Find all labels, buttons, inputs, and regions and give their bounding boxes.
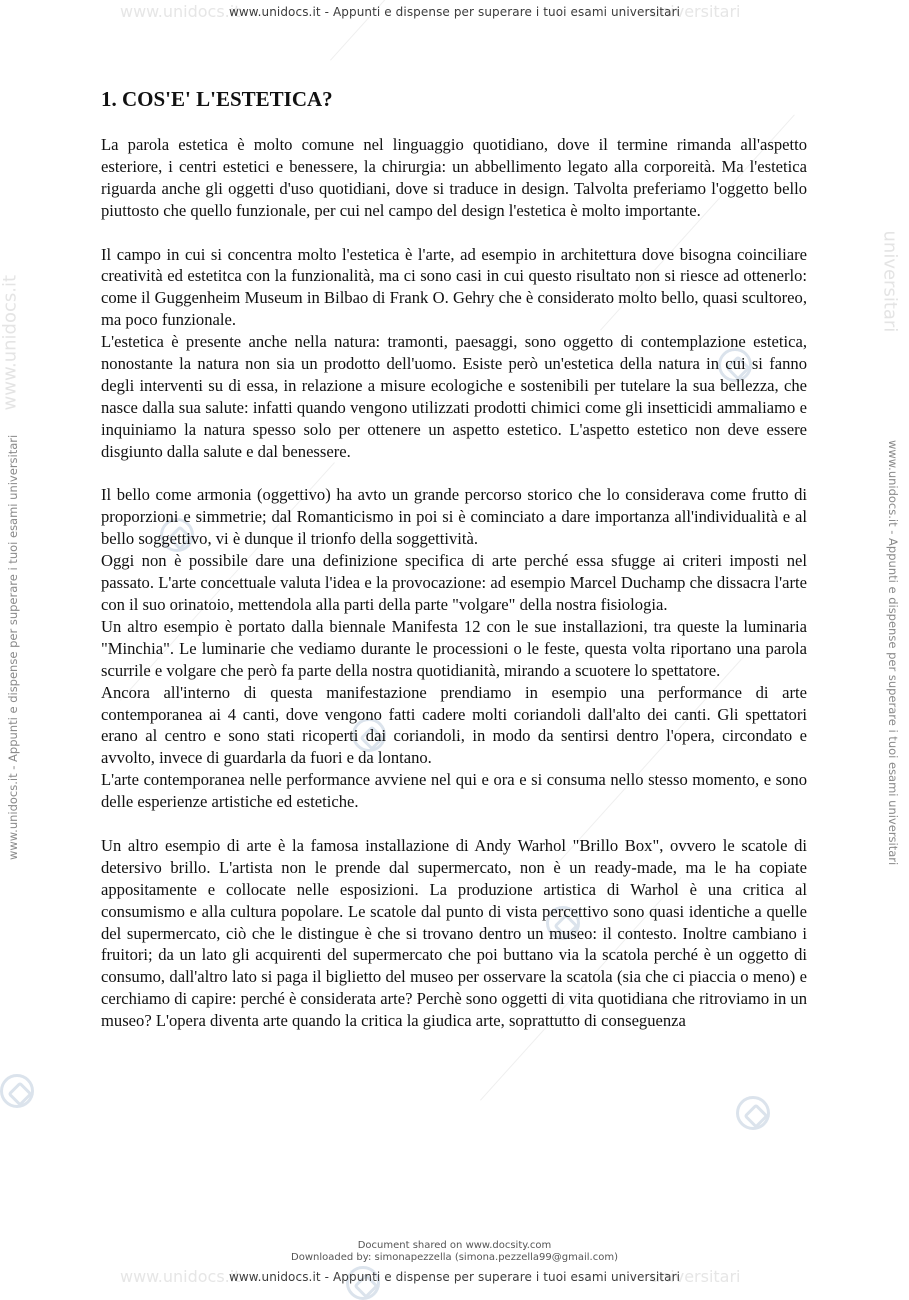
document-page [101, 86, 807, 1032]
paragraph: Il bello come armonia (oggettivo) ha avto un grande percorso storico che lo considerava come frutto di proporzioni e simmetrie; dal Romanticismo in poi si è cominciato a dare importanza all'individualità e al bello soggettivo, vi è dunque il trionfo della soggettività. [101, 485, 807, 549]
paragraph: L'arte contemporanea nelle performance avviene nel qui e ora e si consuma nello stesso momento, e sono delle esperienze artistiche ed estetiche. [101, 770, 807, 812]
watermark-logo-icon [736, 1096, 770, 1130]
paragraph: Un altro esempio di arte è la famosa installazione di Andy Warhol "Brillo Box", ovvero le scatole di detersivo brillo. L'artista non le prende dal supermercato, non è un ready-made, ma le ha copiate appositamente e collocate nelle esposizioni. La produzione artistica di Warhol è una critica al consumismo e alla cultura popolare. Le scatole dal punto di vista percettivo sono quasi identiche a quelle del supermercato, ciò che le distingue è che si trovano dentro un museo: il contesto. Inoltre cambiano i fruitori; da un lato gli acquirenti del supermercato che poi buttano via la scatola perché è un oggetto di consumo, dall'altro lato si paga il biglietto del museo per osservare la scatola (sia che ci piaccia o meno) e cerchiamo di capire: perché è considerata arte? Perchè sono oggetti di vita quotidiana che ritroviamo in un museo? L'opera diventa arte quando la critica la giudica arte, soprattutto di conseguenza [101, 835, 807, 1031]
left-side-watermark-ghost: www.unidocs.it [0, 274, 21, 411]
header-watermark-ghost: www.unidocs.it [120, 2, 241, 21]
document-title: 1. COS'E' L'ESTETICA? [101, 87, 333, 111]
paragraph: Un altro esempio è portato dalla biennale Manifesta 12 con le sue installazioni, tra queste la luminaria "Minchia". Le luminarie che vediamo durante le processioni o le feste, questa volta riportano una parola scurrile e volgare che però fa parte della nostra quotidianità, mirando a scuotere lo spettatore. [101, 616, 807, 680]
paragraph: L'estetica è presente anche nella natura: tramonti, paesaggi, sono oggetto di contemplazione estetica, nonostante la natura non sia un prodotto dell'uomo. Esiste però un'estetica della natura in cui si fanno degli interventi su di essa, in relazione a misure ecologiche e sostenibili per tutelare la sua bellezza, che nasce dalla sua salute: infatti quando vengono utilizzati prodotti chimici come gli insetticidi ammaliamo e inquiniamo la natura spesso solo per ottenere un aspetto estetico. L'aspetto estetico non deve essere disgiunto dalla salute e dal benessere. [101, 332, 807, 461]
footer-watermark-ghost: universitari [650, 1267, 741, 1286]
paragraph: Il campo in cui si concentra molto l'estetica è l'arte, ad esempio in architettura dove bisogna coinciliare creatività ed estetitca con la funzionalità, ma ci sono casi in cui questo risultato non si riesce ad ottenerlo: come il Guggenheim Museum in Bilbao di Frank O. Gehry che è considerato molto bello, quasi scultoreo, ma poco funzionale. [101, 244, 807, 330]
footer-watermark-ghost: www.unidocs.it [120, 1267, 241, 1286]
header-watermark-ghost: universitari [650, 2, 741, 21]
header-watermark: www.unidocs.it - Appunti e dispense per superare i tuoi esami universitari [228, 5, 681, 19]
right-side-watermark-ghost: universitari [879, 230, 901, 333]
footer-watermark: www.unidocs.it - Appunti e dispense per superare i tuoi esami universitari [228, 1270, 681, 1284]
right-side-watermark: www.unidocs.it - Appunti e dispense per superare i tuoi esami universitari [886, 440, 900, 866]
paragraph: Oggi non è possibile dare una definizione specifica di arte perché essa sfugge ai criteri imposti nel passato. L'arte concettuale valuta l'idea e la provocazione: ad esempio Marcel Duchamp che dissacra l'arte con il suo orinatoio, mettendola alla parti della parte "volgare" della nostra fisiologia. [101, 551, 807, 614]
paragraph: La parola estetica è molto comune nel linguaggio quotidiano, dove il termine rimanda all'aspetto esteriore, i centri estetici e benessere, la chirurgia: un abbellimento legato alla corporeità. Ma l'estetica riguarda anche gli oggetti d'uso quotidiani, dove si traduce in design. Talvolta preferiamo l'oggetto bello piuttosto che quello funzionale, per cui nel campo del design l'estetica è molto importante. [101, 135, 807, 220]
footer-downloaded-line: Downloaded by: simonapezzella (simona.pezzella99@gmail.com) [291, 1252, 618, 1263]
paragraph: Ancora all'interno di questa manifestazione prendiamo in esempio una performance di arte contemporanea ai 4 canti, dove vengono fatti cadere molti coriandoli dall'alto dei canti. Gli spettatori erano al centro e sono stati ricoperti dai coriandoli, in modo da sentirsi dentro l'opera, circondato e avvolto, invece di guardarla da fuori e da lontano. [101, 682, 807, 768]
watermark-logo-icon [0, 1074, 34, 1108]
left-side-watermark: www.unidocs.it - Appunti e dispense per superare i tuoi esami universitari [6, 434, 20, 860]
footer-shared-line: Document shared on www.docsity.com [357, 1240, 552, 1251]
